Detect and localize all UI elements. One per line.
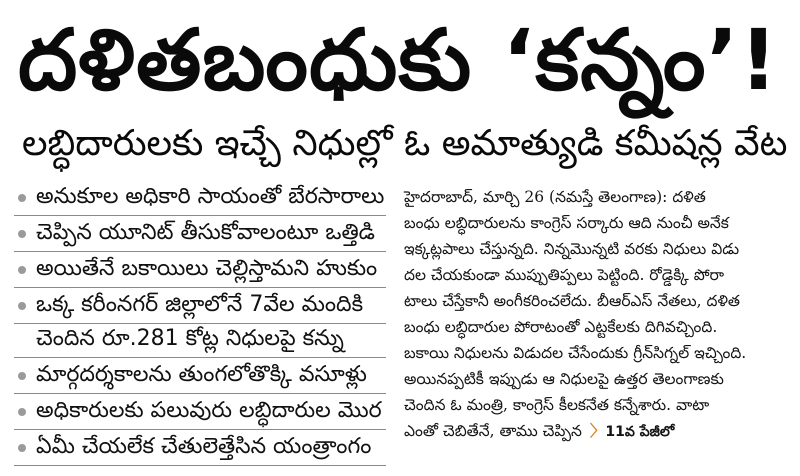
body-line [404, 262, 788, 288]
body-line [404, 314, 788, 340]
body-line [404, 340, 788, 366]
highlight-item [14, 324, 386, 358]
body-line-text: హైదరాబాద్, మార్చి 26 (నమస్తే తెలంగాణ): దళిత [404, 188, 706, 206]
bullet-dot-icon [18, 336, 26, 344]
body-line-text: దల చేయకుండా ముప్పుతిప్పలు పెట్టింది. రోడ్డెక్కి పోరా [404, 266, 725, 284]
highlights-list [14, 180, 386, 470]
highlight-text: ఏమీ చేయలేక చేతులెత్తేసిన యంత్రాంగం [36, 434, 372, 459]
bullet-dot-icon [18, 302, 26, 310]
highlight-item [14, 430, 386, 466]
body-line [404, 418, 788, 445]
highlight-text: ఒక్క కరీంనగర్ జిల్లాలోనే 7వేల మందికి [36, 292, 364, 317]
continuation-link[interactable]: 11వ పేజీలో [605, 424, 675, 440]
highlight-text: మార్గదర్శకాలను తుంగలోతొక్కి వసూళ్లు [36, 362, 367, 387]
highlight-item [14, 180, 386, 216]
highlight-item [14, 216, 386, 252]
body-line-text: చెందిన ఓ మంత్రి, కాంగ్రెస్ కీలకనేత కన్నేశారు. వాటా [404, 396, 710, 414]
body-line-text: బంధు లబ్ధిదారుల పోరాటంతో ఎట్టకేలకు దిగివచ్చింది. [404, 318, 718, 336]
highlight-item [14, 252, 386, 288]
subheadline: లబ్ధిదారులకు ఇచ్చే నిధుల్లో ఓ అమాత్యుడి కమీషన్ల వేట [22, 123, 788, 164]
bullet-dot-icon [18, 194, 26, 202]
body-line-text: అయినప్పటికీ ఇప్పుడు ఆ నిధులపై ఉత్తర తెలంగాణకు [404, 370, 724, 388]
body-line [404, 392, 788, 418]
highlight-text: అయితేనే బకాయిలు చెల్లిస్తామని హుకుం [36, 256, 378, 281]
body-line-text: టాలు చేస్తేకానీ అంగీకరించలేదు. బీఆర్ఎస్ నేతలు, దళిత [404, 292, 740, 310]
bullet-dot-icon [18, 408, 26, 416]
highlight-text: చెందిన రూ.281 కోట్ల నిధులపై కన్ను [36, 326, 344, 351]
body-line-text: ఎంతో చెబితేనే, తాము చెప్పిన [404, 422, 582, 440]
body-line [404, 288, 788, 314]
body-line-text: ఇక్కట్లపాలు చేస్తున్నది. నిన్నమొన్నటి వరకు నిధులు విడు [404, 240, 740, 258]
bullet-dot-icon [18, 372, 26, 380]
bullet-dot-icon [18, 266, 26, 274]
body-line-text: బకాయి నిధులను విడుదల చేసేందుకు గ్రీన్‌సిగ్నల్ ఇచ్చింది. [404, 344, 747, 362]
highlight-text: అధికారులకు పలువురు లబ్ధిదారుల మొర [36, 398, 382, 423]
highlight-item [14, 288, 386, 324]
body-line-text: బంధు లబ్ధిదారులను కాంగ్రెస్ సర్కారు ఆది నుంచీ అనేక [404, 214, 729, 232]
body-line [404, 236, 788, 262]
body-line [404, 210, 788, 236]
bullet-dot-icon [18, 230, 26, 238]
highlight-text: చెప్పిన యూనిట్ తీసుకోవాలంటూ ఒత్తిడి [36, 220, 375, 245]
highlight-text: అనుకూల అధికారి సాయంతో బేరసారాలు [36, 184, 385, 209]
continuation-arrow-icon: 〉 [589, 422, 606, 440]
article-body [404, 184, 788, 470]
highlight-item [14, 394, 386, 430]
body-line [404, 184, 788, 210]
highlight-item [14, 358, 386, 394]
bullet-dot-icon [18, 444, 26, 452]
headline: దళితబంధుకు ‘కన్నం’! [18, 11, 779, 109]
body-line [404, 366, 788, 392]
